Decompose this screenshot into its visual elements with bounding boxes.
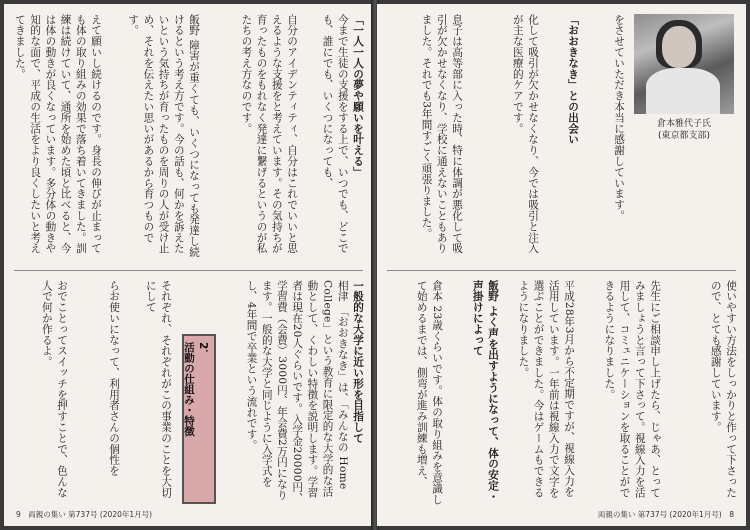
author-photo	[634, 14, 734, 114]
left-text-col-1: 今まで生徒の支援をする上で、いつでも、どこでも、誰にでも、いくつになっても、	[321, 14, 349, 254]
right-bottom-col-5: 倉本 23歳くらいです。体の取り組みを意識して始めるまでは、側弯が進み訓練も増え、	[415, 280, 443, 505]
left-bottom-block-3	[75, 280, 121, 506]
photo-caption-org: (東京都支部)	[657, 131, 711, 141]
right-text-col-1: をさせていただき本当に感謝しています。	[613, 14, 625, 222]
right-bottom-col-3: 平成28年3月から不定期ですが、視線入力を活用しています。一年前は視線入力で文字を選ぶことができました。今はゲームもできるようになりました。	[517, 280, 575, 498]
section-title: 活動の仕組み・特徴	[183, 342, 195, 437]
section-title-box	[182, 334, 216, 504]
right-bottom-block-1	[668, 280, 738, 506]
left-text-block-2	[207, 14, 299, 264]
left-text-col-2: 自分のアイデンティティ、自分はこれでいいと思えるような支援をと考えています。その気持ちが育ったものをもれなく発達に繋げるというのが私たちの考え方なのです。	[240, 14, 298, 254]
right-text-block-2	[470, 14, 540, 264]
left-text-block-4	[15, 14, 103, 264]
left-bottom-col-1: 相津 「おおきなき」は、「みんなの Home College」という教育に限定的な大学的な活動として、くわしい特徴を説明します。学習者は現在20人ぐらいです。入学金20000円、学習費（会費）3000円、年会費2万円になります。一般的な大学と同じように入学式をし、4年間で卒業という流れです。	[245, 280, 349, 504]
right-text-block-3	[386, 14, 464, 264]
left-text-col-3: 飯野 障害が重くても、いくつになっても発達し続けるという考え方です。今の話も、何かを訴えたいという気持ちが育ったものを周りの人が受け止め、それを伝えたい思いがあるから育つものです。	[127, 14, 200, 258]
left-subheading: 一般的な大学に近い形を目指して	[352, 280, 364, 444]
right-bottom-block-4	[450, 280, 500, 506]
right-bottom-block-5	[386, 280, 444, 506]
right-page	[377, 4, 746, 526]
right-text-col-3: 息子は高等部に入った時、特に体調が悪化して吸引が欠かせなくなり、学校に通えないこともありました。それでも3年間すごく頑張りました。	[420, 14, 463, 254]
right-text-block-1	[586, 14, 626, 264]
photo-caption-name: 倉本雅代子氏	[656, 119, 711, 129]
left-bottom-col-3: らお使いになって、利用者さんの個性を	[108, 280, 120, 477]
photo-body	[646, 68, 720, 114]
left-bottom-block-4	[17, 280, 69, 506]
left-bottom-col-2: それぞれ、それぞれがこの事業のことを大切にして	[144, 280, 172, 498]
left-bottom-col-4: おでことってスイッチを押すことで、色んな人で何か作るよ。	[40, 280, 68, 498]
right-bottom-block-2	[582, 280, 662, 506]
photo-caption	[634, 118, 734, 142]
right-bottom-col-4: 飯野 よく声を出すようになって、体の安定・声掛けによって	[471, 280, 499, 502]
left-heading-column	[305, 14, 365, 264]
right-bottom-col-1: 使いやすい方法をしっかりと作って下さったので、とても感謝しています。	[709, 280, 737, 498]
left-text-block-3	[109, 14, 201, 264]
left-page-footer: 9 両親の集い 第737号 (2020年1月号)	[16, 510, 153, 519]
left-divider	[14, 270, 363, 271]
photo-face	[662, 26, 696, 68]
left-bottom-block-1	[245, 280, 365, 506]
left-text-col-4: えて願いし続けるのです。身長の伸びが止まっても体の取り組みの効果で落ち着いてきました。訓練は続けていて、通所を始めた頃と比べると、今は体の動きが良くなっています。多分体の動きや知的な面で、平成の生活をより良くしたいと考えてきました。	[13, 14, 102, 254]
right-section-heading: 「おおきなき」との出会い	[567, 14, 579, 145]
right-heading-column	[546, 14, 580, 264]
section-number: 2．	[197, 342, 209, 360]
right-divider	[387, 270, 736, 271]
right-bottom-col-2: 先生にご相談申し上げたら、じゃあ、とってみましょうと言って下さって。視線入力を活用して、コミュニケーションを取ることができるようになりました。	[603, 280, 661, 498]
left-bottom-block-2	[127, 280, 173, 506]
right-bottom-block-3	[506, 280, 576, 506]
left-page	[4, 4, 373, 526]
right-text-col-2: 化して吸引が欠かせなくなり、今では吸引と注入が主な医療的ケアです。	[511, 14, 539, 254]
left-section-heading: 「一人一人の夢や願いを叶える」	[352, 14, 364, 178]
right-page-footer: 両親の集い 第737号 (2020年1月号) 8	[597, 510, 734, 519]
